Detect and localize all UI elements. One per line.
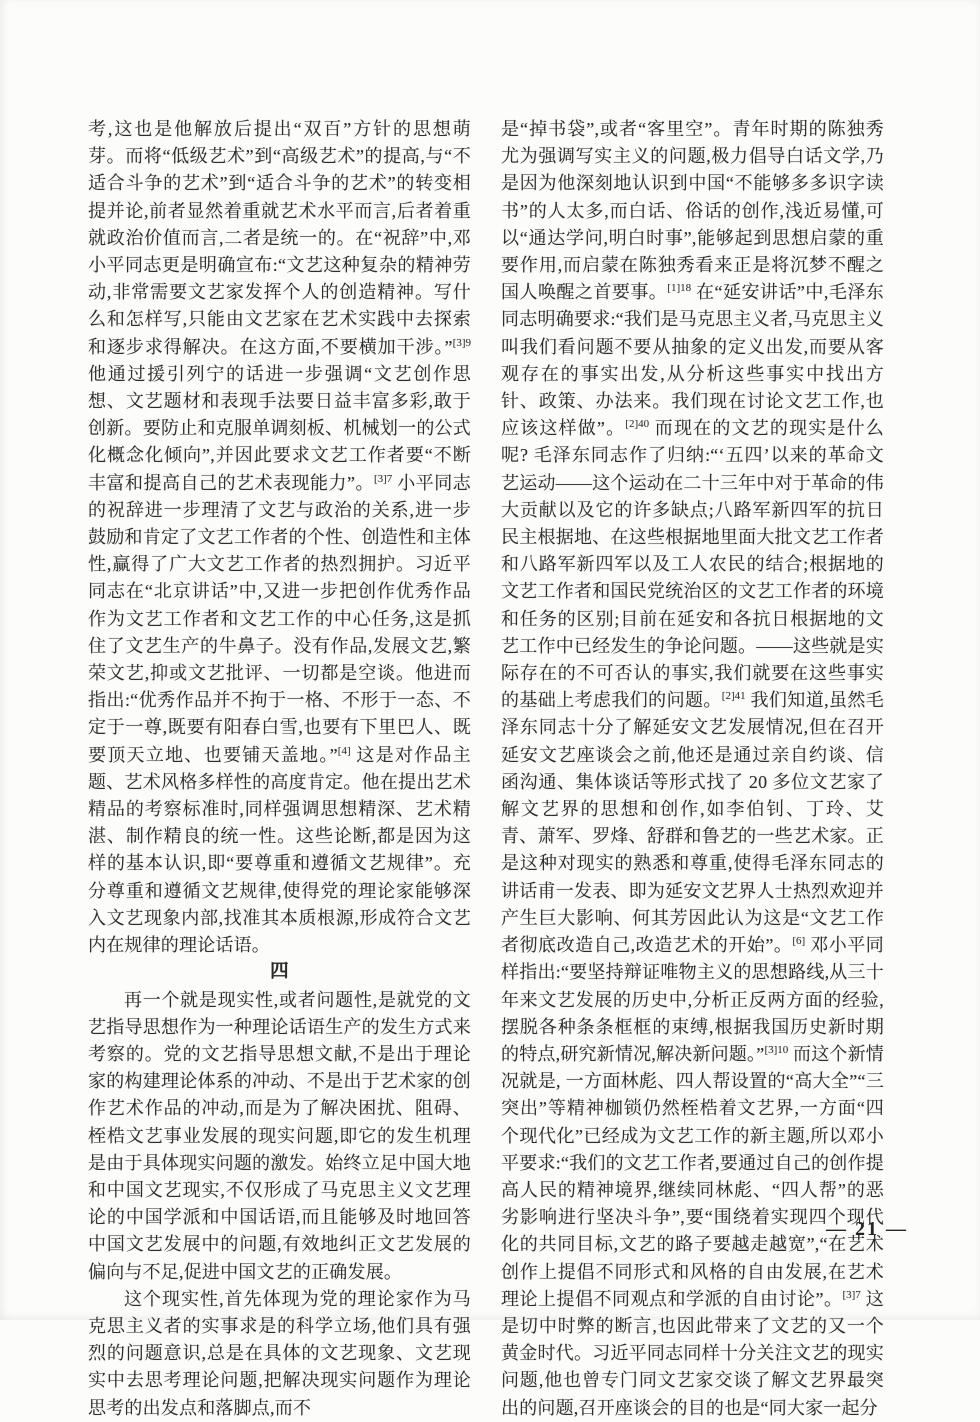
citation-superscript: [6] xyxy=(792,935,806,948)
citation-superscript: [3]9 xyxy=(452,336,471,349)
section-heading: 四 xyxy=(270,962,289,983)
page-number: — 21 — xyxy=(826,1218,908,1240)
paragraph: 考,这也是他解放后提出“双百”方针的思想萌芽。而将“低级艺术”到“高级艺术”的提高,与“不适合斗争的艺术”到“适合斗争的艺术”的转变相提并论,前者显然着重就艺术水平而言,后者着重就政治价值而言,二者是统一的。在“祝辞”中,邓小平同志更是明确宣布:“文艺这种复杂的精神劳动,非常需要文艺家发挥个人的创造精神。写什么和怎样写,只能由文艺家在艺术实践中去探索和逐步求得解决。在这方面,不要横加干涉。”$^{[3]9}$ 他通过援引列宁的话进一步强调“文艺创作思想、文艺题材和表现手法要日益丰富多彩,敢于创新。要防止和克服单调刻板、机械划一的公式化概念化倾向”,并因此要求文艺工作者要“不断丰富和提高自己的艺术表现能力”。$^{[3]7}$ 小平同志的祝辞进一步理清了文艺与政治的关系,进一步鼓励和肯定了文艺工作者的个性、创造性和主体性,赢得了广大文艺工作者的热烈拥护。习近平同志在“北京讲话”中,又进一步把创作优秀作品作为文艺工作者和文艺工作的中心任务,这是抓住了文艺生产的牛鼻子。没有作品,发展文艺,繁荣文艺,抑或文艺批评、一切都是空谈。他进而指出:“优秀作品并不拘于一格、不形于一态、不定于一尊,既要有阳春白雪,也要有下里巴人、既要顶天立地、也要铺天盖地。”[4] 这是对作品主题、艺术风格多样性的高度肯定。他在提出艺术精品的考察标准时,同样强调思想精深、艺术精湛、制作精良的统一性。这些论断,都是因为这样的基本认识,即“要尊重和遵循文艺规律”。充分尊重和遵循文艺规律,使得党的理论家能够深入文艺现象内部,找准其本质根源,形成符合文艺内在规律的理论话语。 xyxy=(88,119,471,956)
citation-superscript: [2]41 xyxy=(721,690,746,703)
paragraph: 是“掉书袋”,或者“客里空”。青年时期的陈独秀尤为强调写实主义的问题,极力倡导白话文学,乃是因为他深刻地认识到中国“不能够多多识字读书”的人太多,而白话、俗话的创作,浅近易懂,可以“通达学问,明白时事”,能够起到思想启蒙的重要作用,而启蒙在陈独秀看来正是将沉梦不醒之国人唤醒之首要事。$^{[1]18}$ 在“延安讲话”中,毛泽东同志明确要求:“我们是马克思主义者,马克思主义叫我们看问题不要从抽象的定义出发,而要从客观存在的事实出发,从分析这些事实中找出方针、政策、办法来。我们现在讨论文艺工作,也应该这样做”。$^{[2]40}$ 而现在的文艺的现实是什么呢? 毛泽东同志作了归纳:“‘五四’以来的革命文艺运动——这个运动在二十三年中对于革命的伟大贡献以及它的许多缺点;八路军新四军的抗日民主根据地、在这些根据地里面大批文艺工作者和八路军新四军以及工人农民的结合;根据地的文艺工作者和国民党统治区的文艺工作者的环境和任务的区别;目前在延安和各抗日根据地的文艺工作中已经发生的争论问题。——这些就是实际存在的不可否认的事实,我们就要在这些事实的基础上考虑我们的问题。$^{[2]41}$ 我们知道,虽然毛泽东同志十分了解延安文艺发展情况,但在召开延安文艺座谈会之前,他还是通过亲自约谈、信函沟通、集体谈话等形式找了 20 多位文艺家了解文艺界的思想和创作,如李伯钊、丁玲、艾青、萧军、罗烽、舒群和鲁艺的一些艺术家。正是这种对现实的熟悉和尊重,使得毛泽东同志的讲话甫一发表、即为延安文艺界人士热烈欢迎并产生巨大影响、何其芳因此认为这是“文艺工作者彻底改造自己,改造艺术的开始”。[6] 邓小平同样指出:“要坚持辩证唯物主义的思想路线,从三十年来文艺发展的历史中,分析正反两方面的经验,摆脱各种条条框框的束缚,根据我国历史新时期的特点,研究新情况,解决新问题。”$^{[3]10}$ 而这个新情况就是, 一方面林彪、四人帮设置的“高大全”“三突出”等精神枷锁仍然桎梏着文艺界,一方面“四个现代化”已经成为文艺工作的新主题,所以邓小平要求:“我们的文艺工作者,要通过自己的创作提高人民的精神境界,继续同林彪、“四人帮”的恶劣影响进行坚决斗争”,要“围绕着实现四个现代化的共同目标,文艺的路子要越走越宽”,“在艺术创作上提倡不同形式和风格的自由发展,在艺术理论上提倡不同观点和学派的自由讨论”。$^{[3]7}$ 这是切中时弊的断言,也因此带来了文艺的又一个黄金时代。习近平同志同样十分关注文艺的现实问题,他也曾专门同文艺家交谈了解文艺界最突出的问题,召开座谈会的目的也是“同大家一起分 xyxy=(501,119,885,1418)
citation-superscript: [3]10 xyxy=(764,1043,789,1056)
citation-superscript: [3]7 xyxy=(842,1288,861,1301)
citation-superscript: [1]18 xyxy=(667,282,692,295)
paragraph: 再一个就是现实性,或者问题性,是就党的文艺指导思想作为一种理论话语生产的发生方式来考察的。党的文艺指导思想文献,不是出于理论家的构建理论体系的冲动、不是出于艺术家的创作艺术作品的冲动,而是为了解决困扰、阻碍、桎梏文艺事业发展的现实问题,即它的发生机理是由于具体现实问题的激发。始终立足中国大地和中国文艺现实,不仅形成了马克思主义文艺理论的中国学派和中国话语,而且能够及时地回答中国文艺发展中的问题,有效地纠正文艺发展的偏向与不足,促进中国文艺的正确发展。 xyxy=(88,989,471,1282)
column-left xyxy=(88,116,471,1422)
citation-superscript: [2]40 xyxy=(625,418,650,431)
citation-superscript: [4] xyxy=(337,744,351,757)
citation-superscript: [3]7 xyxy=(373,472,393,485)
paragraph: 这个现实性,首先体现为党的理论家作为马克思主义者的实事求是的科学立场,他们具有强烈的问题意识,总是在具体的文艺现象、文艺现实中去思考理论问题,把解决现实问题作为理论思考的出发点和落脚点,而不 xyxy=(88,1288,471,1418)
